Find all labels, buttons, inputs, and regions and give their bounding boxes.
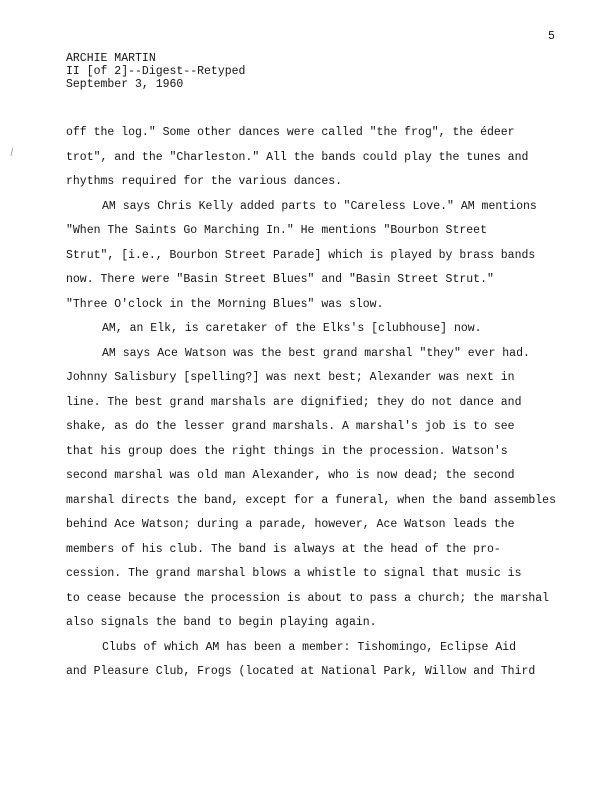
text-line: rhythms required for the various dances. <box>66 175 343 188</box>
text-line: cession. The grand marshal blows a whistle to signal that music is <box>66 567 522 580</box>
page-number: 5 <box>548 30 555 43</box>
paragraph-start-line: AM, an Elk, is caretaker of the Elks's [clubhouse] now. <box>102 322 482 335</box>
text-line: second marshal was old man Alexander, who is now dead; the second <box>66 469 515 482</box>
paragraph-start-line: AM says Ace Watson was the best grand marshal "they" ever had. <box>102 346 530 360</box>
text-line: off the log." Some other dances were called "the frog", the édeer <box>66 126 515 139</box>
header-reel: II [of 2]--Digest--Retyped <box>66 65 246 78</box>
document-header <box>66 52 245 91</box>
text-line: marshal directs the band, except for a funeral, when the band assembles <box>66 493 556 507</box>
text-line: and Pleasure Club, Frogs (located at National Park, Willow and Third <box>66 665 536 678</box>
transcript-body <box>66 121 566 685</box>
text-line: also signals the band to begin playing again. <box>66 616 377 629</box>
paragraph-start-line: Clubs of which AM has been a member: Tishomingo, Eclipse Aid <box>102 640 517 654</box>
text-line: "When The Saints Go Marching In." He mentions "Bourbon Street <box>66 224 487 237</box>
header-date: September 3, 1960 <box>66 78 184 91</box>
text-line: now. There were "Basin Street Blues" and "Basin Street Strut." <box>66 273 494 286</box>
text-line: shake, as do the lesser grand marshals. A marshal's job is to see <box>66 420 515 433</box>
text-line: line. The best grand marshals are dignified; they do not dance and <box>66 395 522 409</box>
text-line: to cease because the procession is about to pass a church; the marshal <box>66 591 550 605</box>
paragraph-start-line: AM says Chris Kelly added parts to "Careless Love." AM mentions <box>102 199 537 213</box>
text-line: members of his club. The band is always at the head of the pro- <box>66 542 501 556</box>
header-name: ARCHIE MARTIN <box>66 52 156 65</box>
text-line: "Three O'clock in the Morning Blues" was slow. <box>66 297 384 311</box>
text-line: trot", and the "Charleston." All the bands could play the tunes and <box>66 150 529 164</box>
text-line: Strut", [i.e., Bourbon Street Parade] which is played by brass bands <box>66 248 536 262</box>
text-line: behind Ace Watson; during a parade, however, Ace Watson leads the <box>66 518 515 531</box>
text-line: Johnny Salisbury [spelling?] was next best; Alexander was next in <box>66 371 515 384</box>
text-line: that his group does the right things in the procession. Watson's <box>66 444 508 458</box>
margin-mark: ∖ <box>5 147 16 159</box>
